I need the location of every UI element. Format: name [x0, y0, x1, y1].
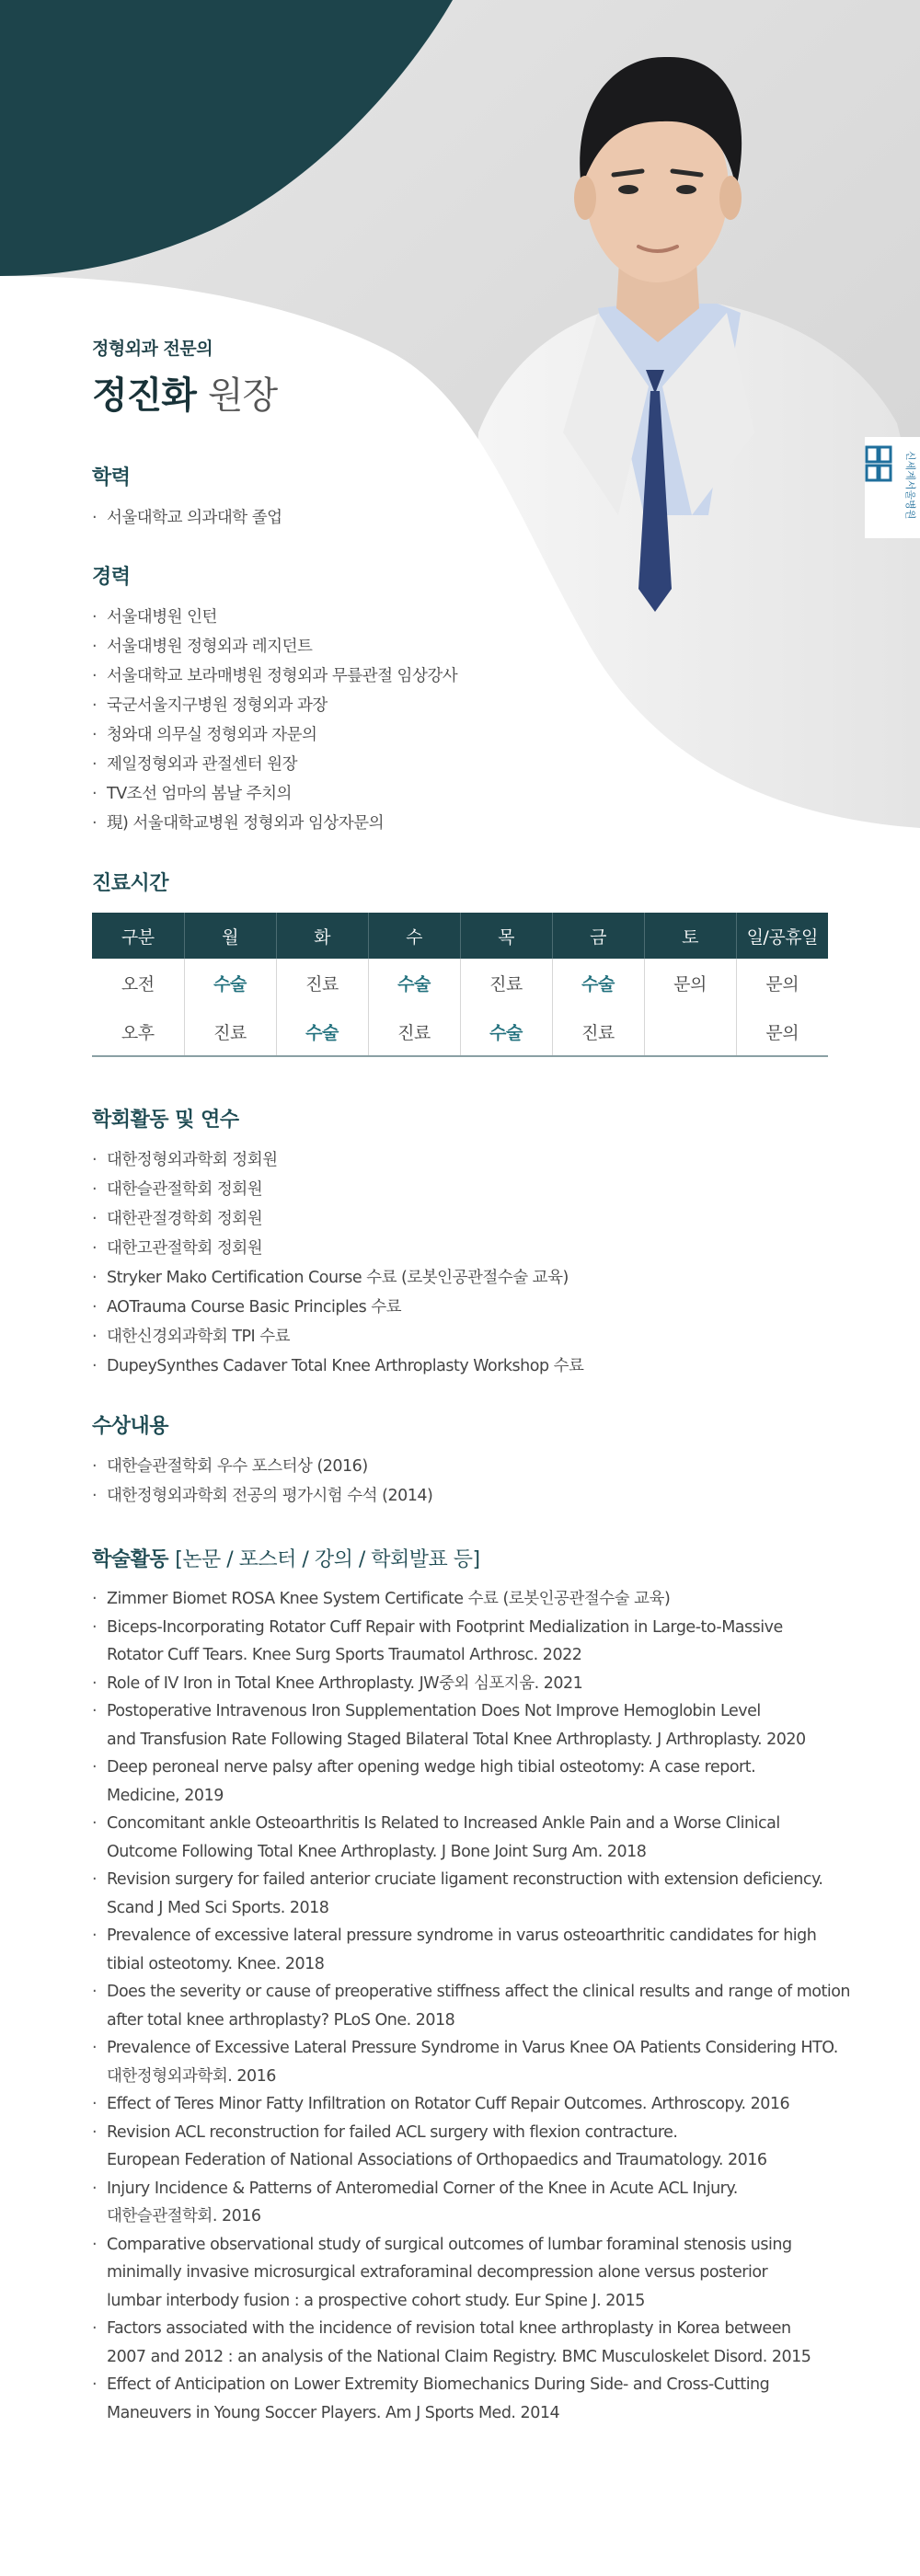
academic-subtitle: [논문 / 포스터 / 강의 / 학회발표 등] — [175, 1548, 480, 1571]
schedule-cell: 진료 — [552, 1007, 644, 1056]
awards-title: 수상내용 — [92, 1415, 169, 1438]
publication-line: and Transfusion Rate Following Staged Bilateral Total Knee Arthroplasty. J Arthroplasty. 2020 — [107, 1730, 806, 1749]
list-item: · DupeySynthes Cadaver Total Knee Arthroplasty Workshop 수료 — [92, 1351, 846, 1381]
list-item: · 대한정형외과학회 전공의 평가시험 수석 (2014) — [92, 1481, 846, 1511]
svg-text:신세계서울병원: 신세계서울병원 — [904, 451, 916, 520]
list-item: · 서울대병원 인턴 — [92, 603, 846, 632]
list-item — [92, 1978, 856, 2034]
publication-line: Outcome Following Total Knee Arthroplasty. J Bone Joint Surg Am. 2018 — [107, 1842, 647, 1861]
publication-line: · Postoperative Intravenous Iron Supplementation Does Not Improve Hemoglobin Level — [107, 1702, 761, 1720]
schedule-header-cell: 화 — [276, 913, 368, 959]
list-item — [92, 2119, 856, 2175]
schedule-header-cell: 목 — [460, 913, 552, 959]
publication-line: tibial osteotomy. Knee. 2018 — [107, 1954, 325, 1973]
list-item — [92, 1585, 856, 1614]
table-row — [92, 1007, 828, 1056]
list-item: · 서울대학교 보라매병원 정형외과 무릎관절 임상강사 — [92, 661, 846, 691]
list-item: · 대한고관절학회 정회원 — [92, 1234, 846, 1263]
list-item: · TV조선 엄마의 봄날 주치의 — [92, 779, 846, 809]
doctor-specialty: 정형외과 전문의 — [92, 339, 213, 359]
education-section — [92, 462, 846, 533]
list-item: · 국군서울지구병원 정형외과 과장 — [92, 691, 846, 720]
list-item — [92, 1614, 856, 1670]
list-item: · 대한신경외과학회 TPI 수료 — [92, 1322, 846, 1351]
list-item — [92, 2090, 856, 2119]
list-item — [92, 1697, 856, 1754]
list-item — [92, 1922, 856, 1978]
academic-title-block — [92, 1544, 856, 1572]
schedule-cell: 수술 — [184, 959, 276, 1007]
academic-section — [92, 1544, 856, 2427]
publication-line: · Role of IV Iron in Total Knee Arthroplasty. JW중외 심포지움. 2021 — [107, 1673, 583, 1693]
societies-title: 학회활동 및 연수 — [92, 1109, 239, 1132]
publication-line: · Deep peroneal nerve palsy after opening wedge high tibial osteotomy: A case report. — [107, 1758, 756, 1777]
list-item — [92, 1866, 856, 1922]
publication-line: · Revision ACL reconstruction for failed ACL surgery with flexion contracture. — [107, 2122, 678, 2142]
schedule-table — [92, 913, 828, 1057]
publication-line: Medicine, 2019 — [107, 1786, 224, 1805]
publication-line: · Effect of Teres Minor Fatty Infiltration on Rotator Cuff Repair Outcomes. Arthroscopy. 2016 — [107, 2095, 790, 2113]
list-item: · 서울대병원 정형외과 레지던트 — [92, 632, 846, 661]
societies-section — [92, 1104, 846, 1381]
list-item: · 대한정형외과학회 정회원 — [92, 1145, 846, 1175]
list-item: · Stryker Mako Certification Course 수료 (로봇인공관절수술 교육) — [92, 1263, 846, 1293]
schedule-cell: 오후 — [92, 1007, 184, 1056]
awards-list — [92, 1452, 846, 1511]
publication-line: 대한정형외과학회. 2016 — [107, 2066, 276, 2086]
list-item — [92, 1810, 856, 1866]
schedule-header-cell: 금 — [552, 913, 644, 959]
publication-line: · Prevalence of Excessive Lateral Pressure Syndrome in Varus Knee OA Patients Considering HTO. — [107, 2039, 838, 2057]
schedule-cell: 진료 — [184, 1007, 276, 1056]
list-item: · 대한슬관절학회 정회원 — [92, 1175, 846, 1204]
education-list — [92, 503, 846, 533]
table-row — [92, 959, 828, 1007]
schedule-cell: 진료 — [460, 959, 552, 1007]
list-item: · 서울대학교 의과대학 졸업 — [92, 503, 846, 533]
schedule-cell: 문의 — [644, 959, 736, 1007]
schedule-cell: 수술 — [460, 1007, 552, 1056]
awards-section — [92, 1410, 846, 1511]
schedule-header-cell: 일/공휴일 — [736, 913, 828, 959]
education-title: 학력 — [92, 466, 131, 489]
schedule-header-cell: 수 — [368, 913, 460, 959]
list-item — [92, 1754, 856, 1810]
schedule-cell — [644, 1007, 736, 1056]
publication-line: lumbar interbody fusion : a prospective cohort study. Eur Spine J. 2015 — [107, 2291, 645, 2310]
list-item: · AOTrauma Course Basic Principles 수료 — [92, 1293, 846, 1322]
publication-line: · Factors associated with the incidence of revision total knee arthroplasty in Korea between — [107, 2319, 791, 2338]
publication-line: · Effect of Anticipation on Lower Extremity Biomechanics During Side- and Cross-Cutting — [107, 2375, 770, 2394]
schedule-cell: 문의 — [765, 974, 799, 995]
list-item — [92, 1670, 856, 1698]
list-item: · 대한관절경학회 정회원 — [92, 1204, 846, 1234]
publication-line: · Zimmer Biomet ROSA Knee System Certificate 수료 (로봇인공관절수술 교육) — [107, 1590, 671, 1608]
coat-logo — [863, 442, 920, 524]
list-item: · 대한슬관절학회 우수 포스터상 (2016) — [92, 1452, 846, 1481]
list-item: · 現) 서울대학교병원 정형외과 임상자문의 — [92, 809, 846, 838]
schedule-cell: 수술 — [552, 959, 644, 1007]
publication-line: minimally invasive microsurgical extraforaminal decompression alone versus posterior — [107, 2263, 768, 2282]
list-item — [92, 2371, 856, 2427]
publication-line: · Does the severity or cause of preoperative stiffness affect the clinical results and range of motion — [107, 1983, 850, 2001]
publication-line: · Concomitant ankle Osteoarthritis Is Related to Increased Ankle Pain and a Worse Clinical — [107, 1814, 780, 1833]
schedule-cell: 진료 — [276, 959, 368, 1007]
career-title: 경력 — [92, 566, 131, 589]
career-section — [92, 561, 846, 838]
publication-line: Maneuvers in Young Soccer Players. Am J Sports Med. 2014 — [107, 2403, 560, 2422]
publication-line: 2007 and 2012 : an analysis of the National Claim Registry. BMC Musculoskelet Disord. 2015 — [107, 2347, 811, 2366]
doctor-title: 원장 — [207, 374, 278, 417]
list-item — [92, 2231, 856, 2316]
list-item: · 제일정형외과 관절센터 원장 — [92, 750, 846, 779]
schedule-title: 진료시간 — [92, 872, 169, 895]
schedule-cell: 진료 — [368, 1007, 460, 1056]
academic-title: 학술활동 — [92, 1548, 169, 1571]
schedule-header-row — [92, 913, 828, 959]
schedule-cell: 문의 — [736, 1007, 828, 1056]
publication-line: Scand J Med Sci Sports. 2018 — [107, 1898, 329, 1917]
schedule-header-cell: 토 — [644, 913, 736, 959]
publication-line: · Prevalence of excessive lateral pressure syndrome in varus osteoarthritic candidates for high — [107, 1926, 817, 1945]
publication-line: · Comparative observational study of surgical outcomes of lumbar foraminal stenosis using — [107, 2235, 792, 2254]
publication-line: · Revision surgery for failed anterior cruciate ligament reconstruction with extension deficiency. — [107, 1870, 823, 1889]
publication-line: · Biceps-Incorporating Rotator Cuff Repair with Footprint Medialization in Large-to-Massive — [107, 1617, 783, 1637]
list-item — [92, 2034, 856, 2090]
publication-line: · Injury Incidence & Patterns of Anteromedial Corner of the Knee in Acute ACL Injury. — [107, 2179, 738, 2198]
publication-line: Rotator Cuff Tears. Knee Surg Sports Traumatol Arthrosc. 2022 — [107, 1646, 582, 1664]
publication-line: 대한슬관절학회. 2016 — [107, 2207, 261, 2225]
career-list — [92, 603, 846, 838]
schedule-header-cell: 월 — [184, 913, 276, 959]
schedule-cell: 수술 — [368, 959, 460, 1007]
schedule-header-cell: 구분 — [92, 913, 184, 959]
list-item — [92, 2175, 856, 2231]
list-item — [92, 2315, 856, 2371]
schedule-cell: 오전 — [92, 959, 184, 1007]
doctor-name: 정진화 — [92, 374, 196, 417]
schedule-cell: 수술 — [276, 1007, 368, 1056]
publication-line: European Federation of National Associations of Orthopaedics and Traumatology. 2016 — [107, 2151, 767, 2169]
doctor-name-block — [92, 366, 277, 419]
publication-line: after total knee arthroplasty? PLoS One. 2018 — [107, 2010, 455, 2030]
list-item: · 청와대 의무실 정형외과 자문의 — [92, 720, 846, 750]
societies-list — [92, 1145, 846, 1381]
schedule-section — [92, 868, 846, 909]
academic-list — [92, 1585, 856, 2427]
